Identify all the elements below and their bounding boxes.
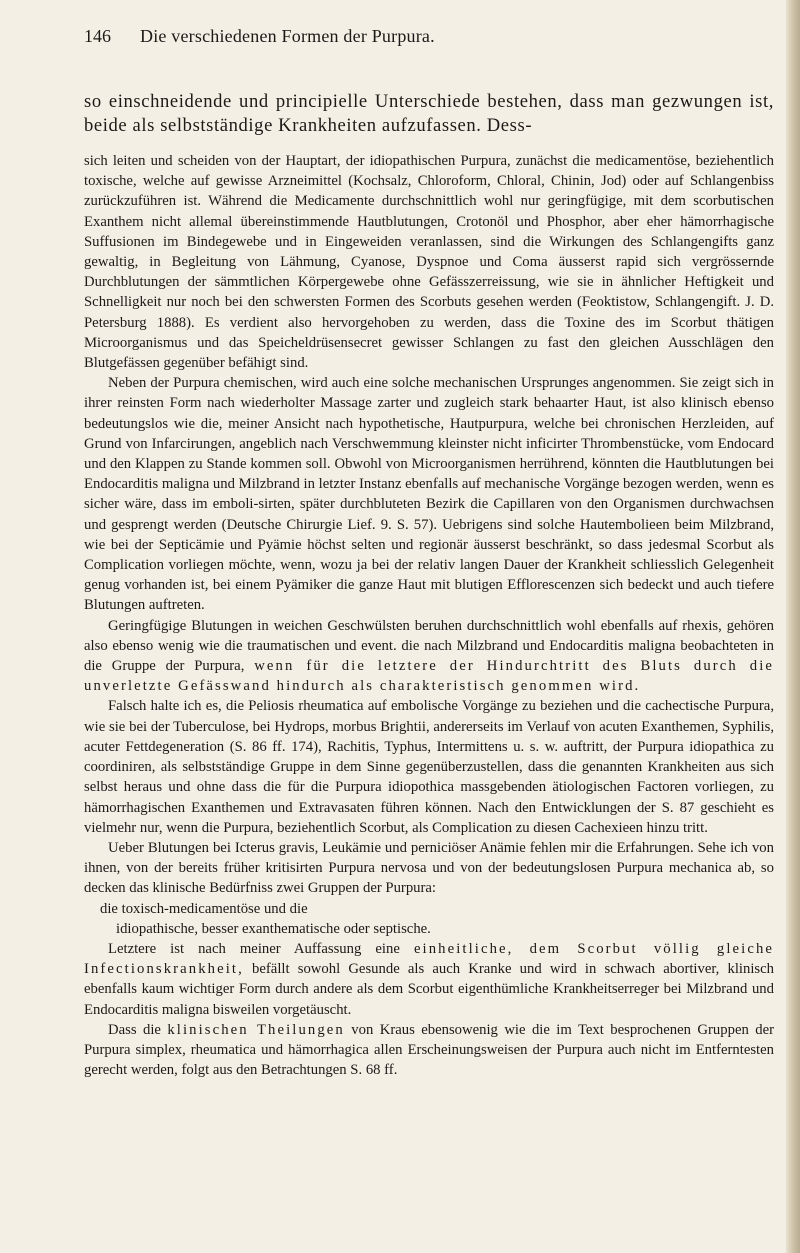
paragraph-two-groups: Ueber Blutungen bei Icterus gravis, Leukämie und perniciöser Anämie fehlen mir die Erfahrungen. Sehe ich von ihnen, von der bereits früher kritisirten Purpura nervosa und von der bedeutungslosen Purpura mechanica ab, so decken das klinische Bedürfniss zwei Gruppen der Purpura: bbox=[84, 839, 774, 897]
text-run: von Kraus ebensowenig wie die im Text besprochenen Gruppen der Purpura simplex, rheumatica und hämorrhagica allen Erscheinungsweisen der Purpura auch nicht im Entferntesten gerecht werden, folgt aus den Betrachtungen S. 68 ff. bbox=[84, 1021, 774, 1079]
emphasis-text: wenn für die letztere der Hindurchtritt des Bluts durch die unverletzte Gefässwand hindurch als charakteristisch genommen wird. bbox=[84, 658, 775, 695]
group-list-item-2: idiopathische, besser exanthematische oder septische. bbox=[116, 920, 431, 937]
text-run: Geringfügige Blutungen in weichen Geschwülsten beruhen durchschnittlich wohl ebenfalls auf rhexis, gehören also ebenso wenig wie die traumatischen und event. die nach Milzbrand und Endocarditis maligna beobachteten in die Gruppe der Purpura, bbox=[84, 617, 774, 675]
paragraph-peliosis: Falsch halte ich es, die Peliosis rheumatica auf embolische Vorgänge zu beziehen und die cachectische Purpura, wie sie bei der Tuberculose, bei Hydrops, morbus Brightii, andererseits im Verlauf von acuten Exanthemen, Syphilis, acuter Fettdegeneration (S. 86 ff. 174), Rachitis, Typhus, Intermittens u. s. w. auftritt, der Purpura idiopathica zu coordiniren, als selbstständige Gruppe in dem Sinne gegenüberzustellen, dass die genannten Krankheiten aus sich selbst heraus und ohne dass die für die Purpura idiopothica massgebenden ätiologischen Factoren vorliegen, zu hämorrhagischen Exanthemen und Extravasaten führen können. Nach den Entwicklungen der S. 87 geschieht es vielmehr nur, wenn die Purpura, beziehentlich Scorbut, als Complication zu diesen Cachexieen hinzu tritt. bbox=[84, 698, 774, 836]
paragraph-infection-disease bbox=[84, 939, 774, 1020]
paragraph-mechanical-purpura: Neben der Purpura chemischen, wird auch eine solche mechanischen Ursprunges angenommen. Sie zeigt sich in ihrer reinsten Form nach wiederholter Massage zarter und zugleich stark behaarter Haut, ist also klinisch ebenso bedeutungslos wie die, meiner Ansicht nach hypothetische, Hautpurpura, welche bei chronischen Herzleiden, auf Grund von Infarcirungen, angeblich nach Verschwemmung kleinster nicht inficirter Thrombenstücke, vom Endocard und den Klappen zu Stande kommen soll. Obwohl von Microorganismen herrührend, könnten die Hautblutungen bei Endocarditis maligna und Milzbrand in letzter Instanz ebenfalls auf mechanische Vorgänge bezogen werden, wenn es sicher wäre, dass im emboli-sirten, später durchbluteten Bezirk die Capillaren von den Organismen durchwachsen und gesprengt werden (Deutsche Chirurgie Lief. 9. S. 57). Uebrigens sind solche Hautembolieen beim Milzbrand, wie bei der Septicämie und Pyämie höchst selten und regionär äusserst beschränkt, so dass jedesmal Scorbut als Complication vorliegen möchte, wenn, wozu ja bei der relativ langen Dauer der Krankheit schliesslich Gelegenheit genug vorhanden ist, bei einem Pyämiker die ganze Haut mit blutigen Efflorescenzen sich bedeckt und auch tiefere Blutungen auftreten. bbox=[84, 375, 774, 614]
lead-paragraph: so einschneidende und principielle Unterschiede bestehen, dass man gezwungen ist, beide als selbstständige Krankheiten aufzufassen. Dess- bbox=[84, 91, 774, 136]
paragraph-medicamentous-purpura: sich leiten und scheiden von der Hauptart, der idiopathischen Purpura, zunächst die medicamentöse, beziehentlich toxische, welche auf gewisse Arzneimittel (Kochsalz, Chloroform, Chloral, Chinin, Jod) oder auf Schlangenbiss zurückzuführen ist. Während die Medicamente durchschnittlich wohl nur geringfügige, mit dem scorbutischen Exanthem nicht allemal übereinstimmende Hautblutungen, Crotonöl und Phosphor, aber eher hämorrhagische Suffusionen im Bindegewebe und in Eingeweiden veranlassen, sind die Wirkungen des Schlangengifts ganz gewaltig, in Begleitung von Lähmung, Cyanose, Dyspnoe und Coma äusserst rapid sich vergrössernde Durchblutungen der sämmtlichen Körpergewebe ohne Gefässzerreissung, wie sie in ähnlicher Heftigkeit und Schnelligkeit nur noch bei den schwersten Formen des Scorbuts gesehen werden (Feoktistow, Schlangengift. J. D. Petersburg 1888). Es verdient also hervorgehoben zu werden, dass die Toxine des im Scorbut thätigen Microorganismus und das Speicheldrüsensecret gewisser Schlangen zu fast den gleichen Ausschlägen den Blutgefässen gegenüber befähigt sind. bbox=[84, 153, 774, 372]
page-body bbox=[84, 90, 774, 1080]
emphasis-text: einheitliche, dem Scorbut völlig gleiche Infectionskrankheit, bbox=[84, 940, 775, 978]
text-run: Letztere ist nach meiner Auffassung eine bbox=[108, 940, 400, 957]
group-list-item-1: die toxisch-medicamentöse und die bbox=[100, 900, 308, 917]
running-title: Die verschiedenen Formen der Purpura. bbox=[140, 26, 435, 46]
text-run: Dass die bbox=[108, 1021, 161, 1038]
paragraph-tumour-bleeding bbox=[84, 616, 774, 697]
page-edge bbox=[786, 0, 800, 1253]
page-number: 146 bbox=[84, 26, 111, 46]
page-header bbox=[84, 26, 744, 52]
paragraph-kraus-classification bbox=[84, 1020, 774, 1081]
text-run: befällt sowohl Gesunde als auch Kranke und wird in schwach abortiver, klinisch ebenfalls kaum wichtiger Form durch andere als dem Scorbut eigenthümliche Krankheitserreger bei Milzbrand und Endocarditis maligna bisweilen vorgetäuscht. bbox=[84, 961, 775, 1018]
emphasis-text: klinischen Theilungen bbox=[167, 1021, 345, 1038]
